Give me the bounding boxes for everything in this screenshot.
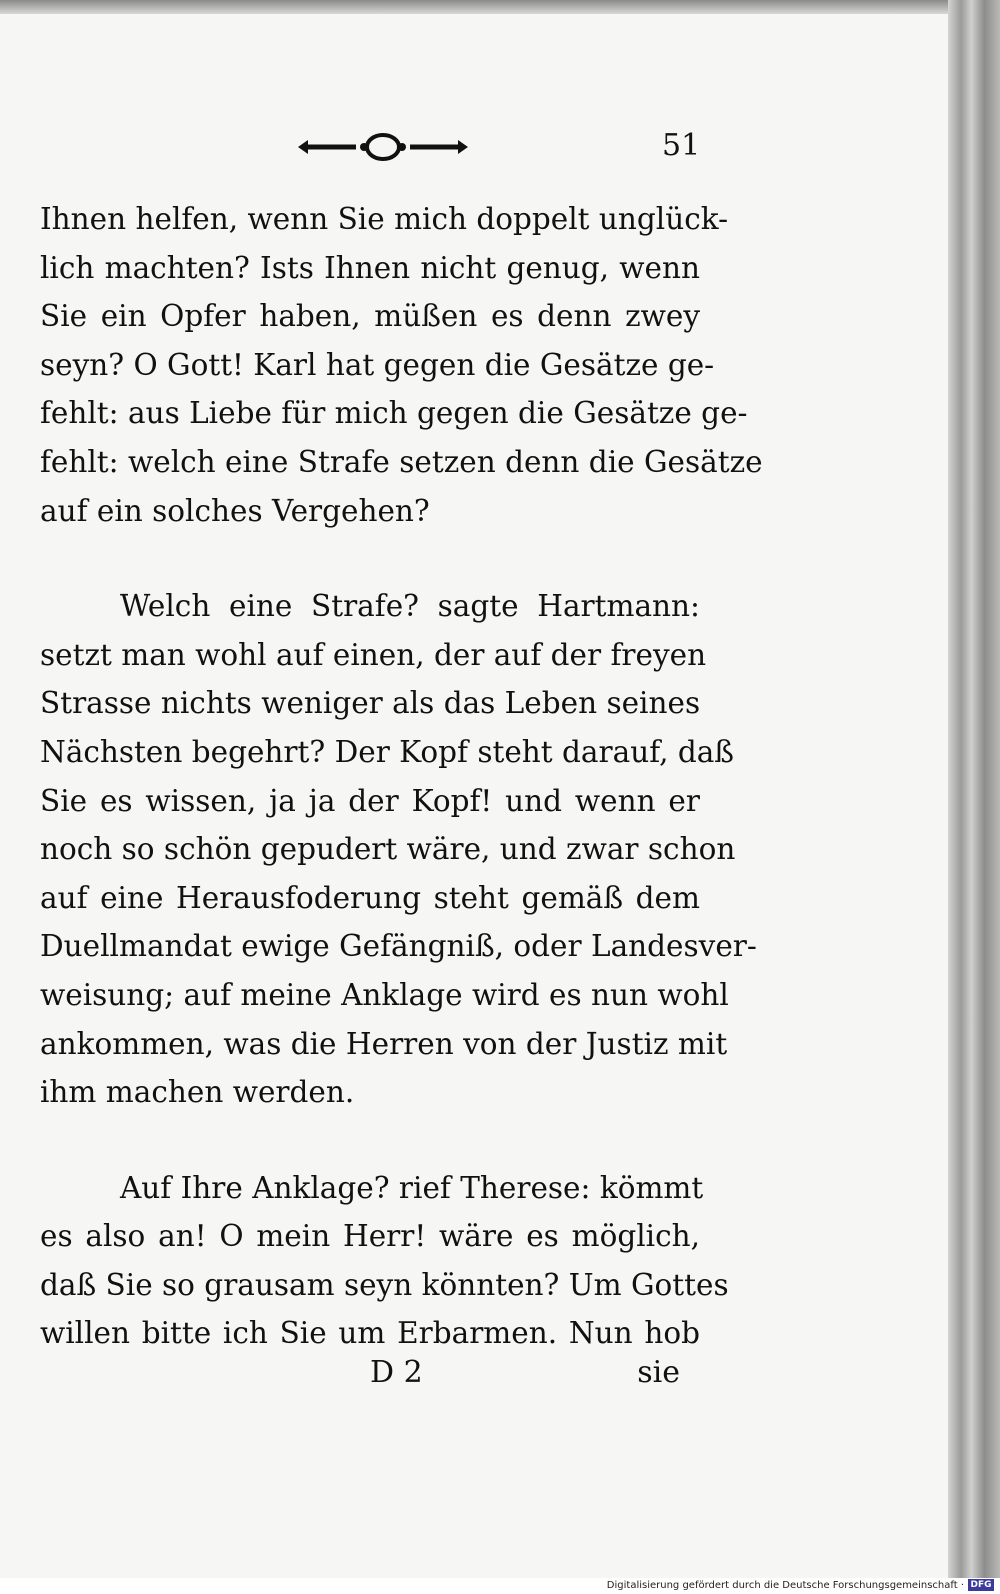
text-line: es also an! O mein Herr! wäre es möglich,	[40, 1219, 700, 1254]
text-line: Auf Ihre Anklage? rief Therese: kömmt	[120, 1170, 704, 1205]
text-line: fehlt: aus Liebe für mich gegen die Gesätze ge-	[40, 396, 748, 431]
text-line: Welch eine Strafe? sagte Hartmann:	[120, 589, 700, 624]
digitization-credit: Digitalisierung gefördert durch die Deutsche Forschungsgemeinschaft ·	[606, 1580, 964, 1591]
text-line: Ihnen helfen, wenn Sie mich doppelt unglück-	[40, 202, 729, 236]
text-line: setzt man wohl auf einen, der auf der freyen	[40, 637, 707, 672]
text-line: fehlt: welch eine Strafe setzen denn die Gesätze	[40, 444, 763, 479]
text-line: auf eine Herausfoderung steht gemäß dem	[40, 880, 700, 915]
page-footer-marks	[40, 1355, 680, 1395]
text-line: Duellmandat ewige Gefängniß, oder Landesver-	[40, 929, 757, 964]
body-text	[40, 195, 763, 1358]
paragraph-gap	[40, 1117, 700, 1164]
page-stack-edge	[948, 0, 1000, 1578]
dfg-logo: DFG	[968, 1579, 994, 1591]
paragraph	[40, 582, 757, 1117]
text-line: lich machten? Ists Ihnen nicht genug, wenn	[40, 250, 700, 285]
page-number: 51	[662, 128, 701, 163]
text-line: weisung; auf meine Anklage wird es nun wohl	[40, 977, 729, 1012]
text-line: noch so schön gepudert wäre, und zwar schon	[40, 832, 736, 867]
paragraph	[40, 1164, 729, 1358]
text-line: daß Sie so grausam seyn könnten? Um Gottes	[40, 1267, 729, 1302]
paragraph-gap	[40, 535, 700, 582]
text-line: willen bitte ich Sie um Erbarmen. Nun hob	[40, 1316, 700, 1351]
text-line: ihm machen werden.	[40, 1075, 355, 1110]
text-line: Sie ein Opfer haben, müßen es denn zwey	[40, 299, 700, 334]
catchword: sie	[637, 1355, 680, 1390]
text-line: Strasse nichts weniger als das Leben seines	[40, 686, 701, 721]
text-line: seyn? O Gott! Karl hat gegen die Gesätze ge-	[40, 347, 715, 382]
decorative-rule-icon	[298, 130, 468, 164]
text-line: Sie es wissen, ja ja der Kopf! und wenn er	[40, 783, 700, 818]
paragraph	[40, 195, 763, 535]
text-line: ankommen, was die Herren von der Justiz mit	[40, 1026, 728, 1061]
page-top-shadow	[0, 0, 948, 14]
text-line: Nächsten begehrt? Der Kopf steht darauf, daß	[40, 734, 734, 769]
signature-mark: D 2	[370, 1355, 423, 1390]
text-line: auf ein solches Vergehen?	[40, 493, 430, 528]
